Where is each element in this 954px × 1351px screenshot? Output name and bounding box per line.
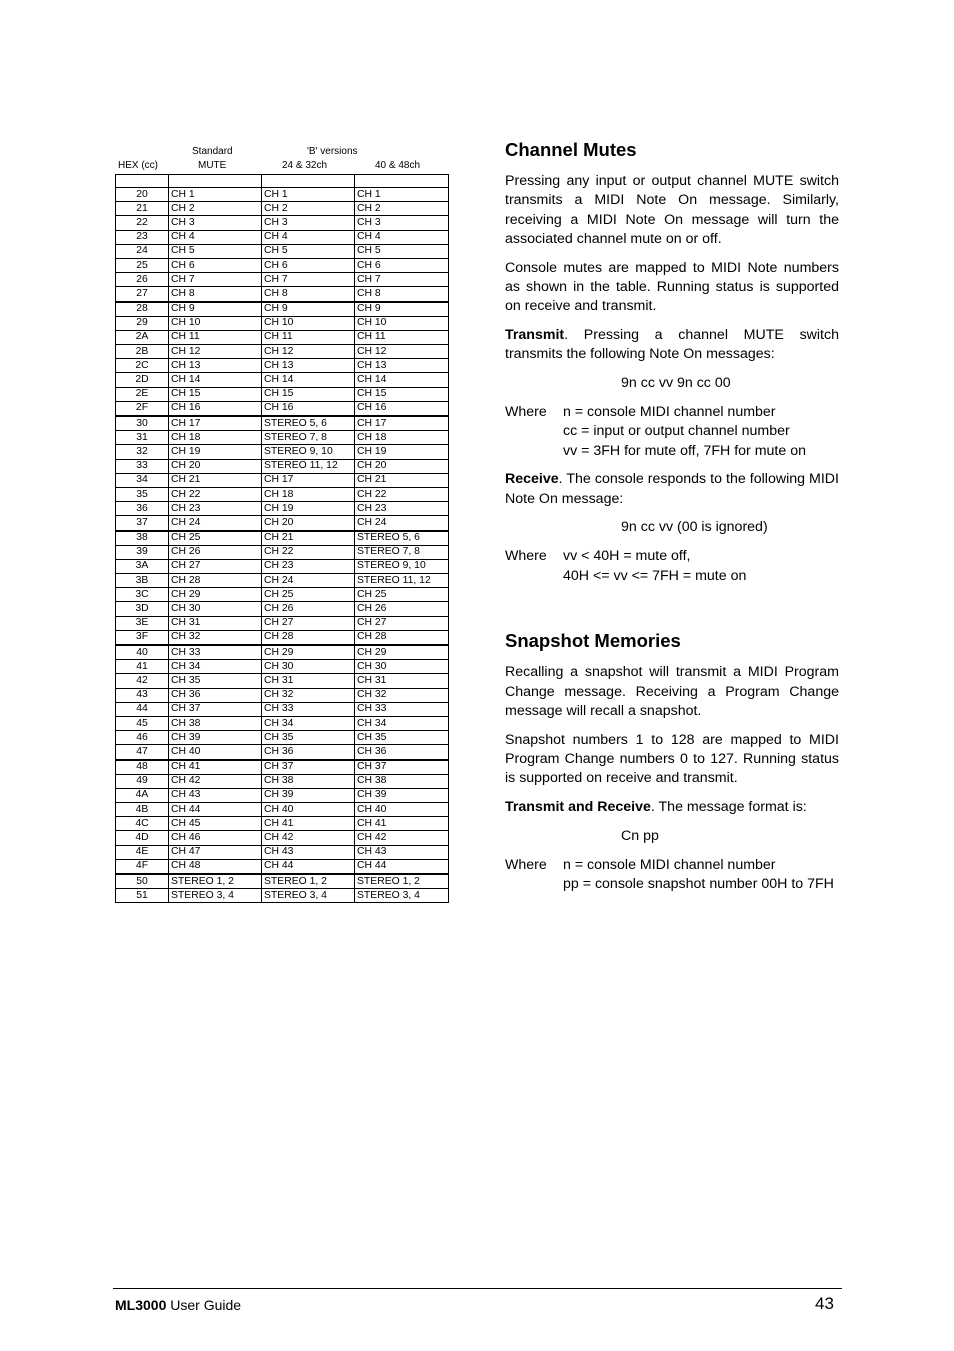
hex-cell: 21 [116,202,169,216]
mute-cell: CH 43 [169,788,262,802]
table-row [116,502,449,516]
table-row [116,702,449,716]
table-row [116,459,449,473]
snapshot-where-label: Where [505,856,547,873]
header-40-48ch: 40 & 48ch [375,160,421,171]
receive-where [505,547,839,586]
b24-cell: CH 35 [262,731,355,745]
b40-cell: CH 24 [355,516,449,531]
mute-cell: CH 24 [169,516,262,531]
b40-cell: CH 4 [355,230,449,244]
table-row [116,531,449,546]
table-row [116,302,449,317]
mute-cell: CH 30 [169,602,262,616]
mute-cell: CH 17 [169,416,262,431]
table-row [116,445,449,459]
table-row [116,716,449,730]
b40-cell: CH 28 [355,630,449,645]
b24-cell: CH 37 [262,760,355,775]
receive-paragraph [505,470,839,509]
table-row [116,244,449,258]
hex-cell: 3C [116,588,169,602]
b40-cell: CH 20 [355,459,449,473]
b40-cell: CH 35 [355,731,449,745]
mute-cell: CH 2 [169,202,262,216]
b40-cell: CH 1 [355,188,449,202]
b24-cell: CH 4 [262,230,355,244]
table-row [116,660,449,674]
hex-cell: 2B [116,345,169,359]
hex-cell: 33 [116,459,169,473]
snapshot-p1: Recalling a snapshot will transmit a MIDI Program Change message. Receiving a Program Change message will recall a snapshot. [505,664,839,719]
mute-cell: CH 25 [169,531,262,546]
table-row [116,731,449,745]
b40-cell: STEREO 11, 12 [355,574,449,588]
b40-cell: CH 18 [355,431,449,445]
hex-cell: 40 [116,645,169,660]
table-row [116,760,449,775]
b24-cell: CH 12 [262,345,355,359]
hex-cell: 36 [116,502,169,516]
b24-cell: CH 2 [262,202,355,216]
b24-cell: CH 17 [262,473,355,487]
table-row [116,387,449,401]
mute-cell: CH 10 [169,316,262,330]
hex-cell: 43 [116,688,169,702]
hex-cell: 23 [116,230,169,244]
table-row [116,845,449,859]
table-row [116,273,449,287]
table-row [116,574,449,588]
mute-cell: CH 28 [169,574,262,588]
b40-cell: CH 23 [355,502,449,516]
b40-cell: STEREO 3, 4 [355,889,449,903]
table-row [116,316,449,330]
table-row [116,831,449,845]
b40-cell: CH 38 [355,774,449,788]
b40-cell: CH 44 [355,859,449,874]
table-row [116,216,449,230]
mute-cell: CH 6 [169,258,262,272]
hex-cell: 3A [116,559,169,573]
b40-cell: CH 22 [355,487,449,501]
table-row [116,774,449,788]
b40-cell: STEREO 7, 8 [355,545,449,559]
tr-label: Transmit and Receive [505,799,651,816]
hex-cell: 39 [116,545,169,559]
hex-cell: 47 [116,745,169,760]
b24-cell: CH 15 [262,387,355,401]
hex-cell: 26 [116,273,169,287]
b40-cell: CH 27 [355,616,449,630]
mute-cell: CH 15 [169,387,262,401]
table-row [116,516,449,531]
b24-cell: CH 34 [262,716,355,730]
hex-cell: 4A [116,788,169,802]
hex-cell: 50 [116,874,169,889]
b24-cell: CH 7 [262,273,355,287]
hex-cell: 29 [116,316,169,330]
hex-cell: 4E [116,845,169,859]
table-row [116,287,449,302]
b40-cell: CH 9 [355,302,449,317]
mute-cell: CH 41 [169,760,262,775]
b40-cell: CH 14 [355,373,449,387]
b40-cell: CH 39 [355,788,449,802]
b24-cell: STEREO 7, 8 [262,431,355,445]
b24-cell: CH 14 [262,373,355,387]
table-row [116,258,449,272]
hex-cell: 2C [116,359,169,373]
b40-cell: CH 42 [355,831,449,845]
b40-cell: CH 21 [355,473,449,487]
table-row [116,230,449,244]
b24-cell: STEREO 3, 4 [262,889,355,903]
b24-cell: CH 30 [262,660,355,674]
hex-cell: 3E [116,616,169,630]
hex-cell: 49 [116,774,169,788]
hex-cell: 3D [116,602,169,616]
mute-cell: STEREO 3, 4 [169,889,262,903]
mute-cell: CH 5 [169,244,262,258]
mute-cell: CH 16 [169,401,262,416]
b40-cell: CH 41 [355,817,449,831]
table-row [116,588,449,602]
transmit-code: 9n cc vv 9n cc 00 [621,375,731,392]
table-row [116,803,449,817]
table-row [116,616,449,630]
mute-cell: CH 48 [169,859,262,874]
b24-cell: CH 1 [262,188,355,202]
table-row [116,345,449,359]
mute-cell: CH 14 [169,373,262,387]
table-row [116,674,449,688]
table-row [116,688,449,702]
where-label: Where [505,403,547,420]
mute-cell: CH 37 [169,702,262,716]
b40-cell: CH 2 [355,202,449,216]
b24-cell: CH 31 [262,674,355,688]
hex-cell: 4B [116,803,169,817]
b24-cell: CH 11 [262,330,355,344]
receive-where-off: vv < 40H = mute off, [563,548,691,565]
b24-cell: CH 5 [262,244,355,258]
table-row [116,745,449,760]
b24-cell: CH 20 [262,516,355,531]
table-row [116,817,449,831]
hex-cell: 20 [116,188,169,202]
table-row [116,416,449,431]
header-b-versions: 'B' versions [307,146,358,157]
b24-cell: STEREO 1, 2 [262,874,355,889]
b24-cell: CH 28 [262,630,355,645]
transmit-where [505,403,839,461]
b24-cell: CH 19 [262,502,355,516]
b40-cell: CH 43 [355,845,449,859]
hex-cell: 24 [116,244,169,258]
mute-cell: CH 47 [169,845,262,859]
b40-cell: CH 10 [355,316,449,330]
table-row [116,330,449,344]
hex-cell: 4F [116,859,169,874]
hex-cell: 48 [116,760,169,775]
b40-cell: CH 25 [355,588,449,602]
snapshot-code: Cn pp [621,827,659,844]
mute-cell: CH 8 [169,287,262,302]
table-row [116,373,449,387]
mute-cell: CH 31 [169,616,262,630]
mute-cell: CH 33 [169,645,262,660]
table-row [116,559,449,573]
table-row [116,359,449,373]
b40-cell: CH 15 [355,387,449,401]
table-row [116,645,449,660]
b24-cell: CH 13 [262,359,355,373]
channel-mutes-p2: Console mutes are mapped to MIDI Note numbers as shown in the table. Running status is supported on receive and transmit. [505,259,839,315]
b24-cell: CH 23 [262,559,355,573]
mute-cell: CH 39 [169,731,262,745]
mute-cell: CH 11 [169,330,262,344]
b24-cell: CH 42 [262,831,355,845]
b24-cell: CH 38 [262,774,355,788]
page-number: 43 [815,1294,834,1313]
where-vv: vv = 3FH for mute off, 7FH for mute on [563,442,806,459]
mute-cell: CH 7 [169,273,262,287]
b24-cell: CH 9 [262,302,355,317]
hex-cell: 38 [116,531,169,546]
b40-cell: CH 5 [355,244,449,258]
b24-cell: CH 41 [262,817,355,831]
header-24-32ch: 24 & 32ch [282,160,328,171]
hex-cell: 31 [116,431,169,445]
mute-cell: CH 34 [169,660,262,674]
hex-cell: 22 [116,216,169,230]
b24-cell: CH 21 [262,531,355,546]
b24-cell: CH 16 [262,401,355,416]
footer-guide: User Guide [166,1297,242,1313]
b40-cell: STEREO 1, 2 [355,874,449,889]
mute-cell: CH 9 [169,302,262,317]
b40-cell: CH 40 [355,803,449,817]
b24-cell: CH 33 [262,702,355,716]
b40-cell: CH 12 [355,345,449,359]
header-standard: Standard [192,146,233,157]
hex-cell: 2A [116,330,169,344]
mute-cell: CH 45 [169,817,262,831]
footer-product: ML3000 [115,1297,167,1313]
b24-cell: CH 40 [262,803,355,817]
b24-cell: CH 39 [262,788,355,802]
snapshot-where-pp: pp = console snapshot number 00H to 7FH [563,876,834,893]
hex-cell: 2D [116,373,169,387]
hex-cell: 27 [116,287,169,302]
hex-cell: 30 [116,416,169,431]
hex-cell: 37 [116,516,169,531]
hex-cell: 42 [116,674,169,688]
b40-cell: CH 13 [355,359,449,373]
table-row [116,788,449,802]
table-blank-row [116,175,449,188]
mute-cell: CH 4 [169,230,262,244]
b24-cell: CH 8 [262,287,355,302]
b24-cell: CH 26 [262,602,355,616]
b24-cell: CH 18 [262,487,355,501]
mute-cell: CH 44 [169,803,262,817]
hex-cell: 2F [116,401,169,416]
mute-cell: CH 42 [169,774,262,788]
where-n: n = console MIDI channel number [563,403,776,420]
mute-cell: CH 38 [169,716,262,730]
hex-cell: 35 [116,487,169,501]
snapshot-p2: Snapshot numbers 1 to 128 are mapped to MIDI Program Change numbers 0 to 127. Running status is supported on receive and transmit. [505,731,839,787]
b40-cell: CH 11 [355,330,449,344]
b40-cell: CH 16 [355,401,449,416]
mute-cell: CH 19 [169,445,262,459]
transmit-text: . Pressing a channel MUTE switch transmits the following Note On messages: [505,327,839,363]
header-hex: HEX (cc) [118,160,158,171]
hex-cell: 4D [116,831,169,845]
header-mute: MUTE [198,160,227,171]
b24-cell: STEREO 9, 10 [262,445,355,459]
receive-code: 9n cc vv (00 is ignored) [621,519,768,536]
channel-mutes-p1: Pressing any input or output channel MUTE switch transmits a MIDI Note On message. Similarly, receiving a MIDI Note On message will turn the associated channel mute on or off. [505,173,839,247]
b24-cell: CH 25 [262,588,355,602]
table-row [116,401,449,416]
mute-cell: CH 20 [169,459,262,473]
b40-cell: CH 33 [355,702,449,716]
b40-cell: CH 26 [355,602,449,616]
hex-cell: 3B [116,574,169,588]
hex-cell: 28 [116,302,169,317]
mute-cell: CH 1 [169,188,262,202]
receive-where-on: 40H <= vv <= 7FH = mute on [563,567,747,584]
table-row [116,602,449,616]
table-row [116,188,449,202]
mute-cell: CH 40 [169,745,262,760]
b40-cell: STEREO 9, 10 [355,559,449,573]
mute-cell: CH 32 [169,630,262,645]
b24-cell: CH 27 [262,616,355,630]
footer-rule [113,1288,842,1289]
b40-cell: CH 34 [355,716,449,730]
b24-cell: CH 10 [262,316,355,330]
hex-cell: 4C [116,817,169,831]
where-cc: cc = input or output channel number [563,423,790,440]
hex-cell: 32 [116,445,169,459]
mute-cell: CH 3 [169,216,262,230]
b40-cell: CH 3 [355,216,449,230]
b24-cell: CH 44 [262,859,355,874]
receive-label: Receive [505,471,559,488]
table-header [115,145,448,174]
table-row [116,431,449,445]
hex-cell: 25 [116,258,169,272]
hex-cell: 51 [116,889,169,903]
receive-text: . The console responds to the following MIDI Note On message: [505,471,839,507]
snapshot-heading: Snapshot Memories [505,630,681,652]
hex-cell: 34 [116,473,169,487]
mute-table [115,174,449,903]
table-row [116,545,449,559]
mute-cell: STEREO 1, 2 [169,874,262,889]
mute-cell: CH 23 [169,502,262,516]
mute-cell: CH 46 [169,831,262,845]
b24-cell: CH 22 [262,545,355,559]
receive-where-label: Where [505,548,547,565]
transmit-paragraph [505,326,839,365]
b40-cell: CH 6 [355,258,449,272]
hex-cell: 45 [116,716,169,730]
b40-cell: CH 37 [355,760,449,775]
mute-cell: CH 35 [169,674,262,688]
table-row [116,859,449,874]
b40-cell: CH 19 [355,445,449,459]
mute-cell: CH 29 [169,588,262,602]
table-row [116,630,449,645]
b24-cell: CH 6 [262,258,355,272]
b40-cell: CH 31 [355,674,449,688]
b24-cell: STEREO 5, 6 [262,416,355,431]
transmit-label: Transmit [505,327,565,344]
mute-cell: CH 22 [169,487,262,501]
mute-cell: CH 12 [169,345,262,359]
b40-cell: CH 36 [355,745,449,760]
snapshot-where-n: n = console MIDI channel number [563,856,776,873]
channel-mutes-heading: Channel Mutes [505,139,637,160]
table-row [116,889,449,903]
mute-cell: CH 13 [169,359,262,373]
table-row [116,473,449,487]
table-row [116,202,449,216]
b24-cell: CH 3 [262,216,355,230]
mute-cell: CH 18 [169,431,262,445]
b40-cell: CH 17 [355,416,449,431]
b24-cell: CH 32 [262,688,355,702]
mute-cell: CH 27 [169,559,262,573]
b40-cell: STEREO 5, 6 [355,531,449,546]
mute-mapping-table [115,145,448,903]
table-row [116,487,449,501]
b24-cell: CH 43 [262,845,355,859]
mute-cell: CH 21 [169,473,262,487]
right-column [505,138,839,904]
hex-cell: 41 [116,660,169,674]
hex-cell: 44 [116,702,169,716]
table-row [116,874,449,889]
b40-cell: CH 8 [355,287,449,302]
b40-cell: CH 32 [355,688,449,702]
hex-cell: 3F [116,630,169,645]
hex-cell: 46 [116,731,169,745]
mute-cell: CH 26 [169,545,262,559]
b24-cell: CH 24 [262,574,355,588]
snapshot-where [505,856,839,895]
footer-title [115,1297,241,1313]
tr-text: . The message format is: [650,799,807,816]
b24-cell: STEREO 11, 12 [262,459,355,473]
mute-cell: CH 36 [169,688,262,702]
snapshot-tr-paragraph [505,798,839,817]
b40-cell: CH 30 [355,660,449,674]
b40-cell: CH 29 [355,645,449,660]
b24-cell: CH 36 [262,745,355,760]
b40-cell: CH 7 [355,273,449,287]
b24-cell: CH 29 [262,645,355,660]
hex-cell: 2E [116,387,169,401]
